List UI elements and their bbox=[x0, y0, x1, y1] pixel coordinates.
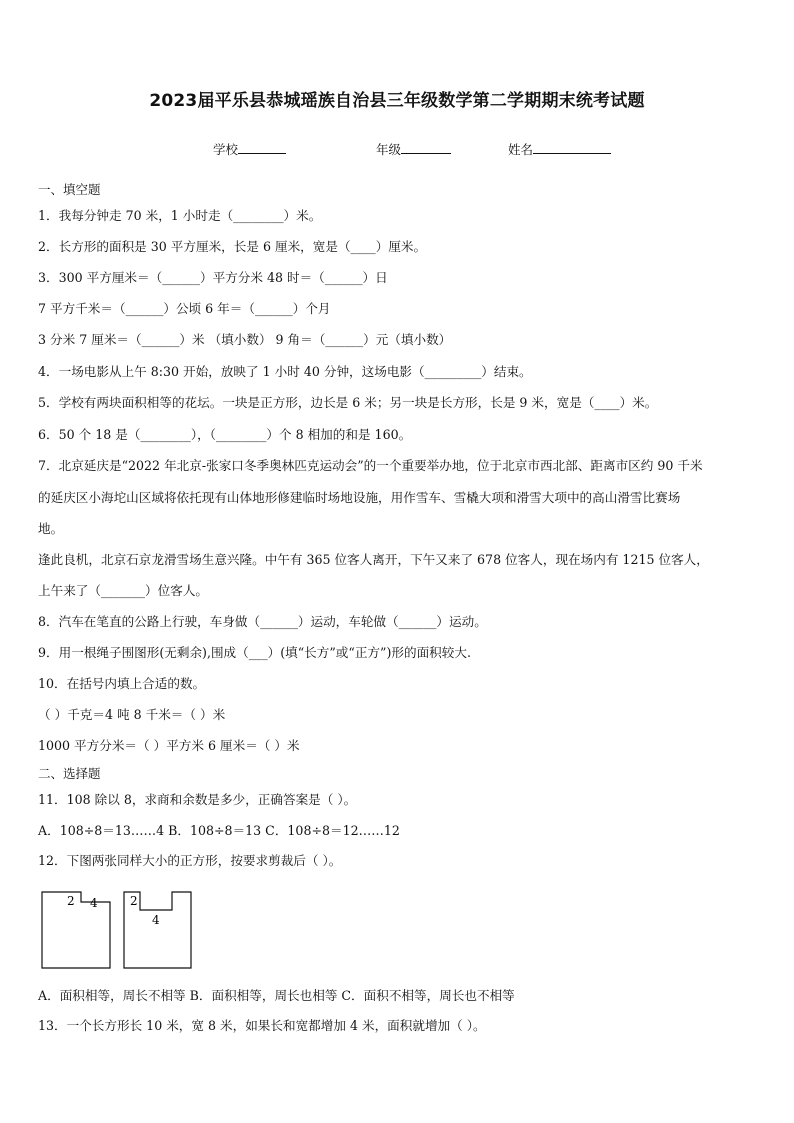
question-7-line1: 7．北京延庆是“2022 年北京-张家口冬季奥林匹克运动会”的一个重要举办地，位于北京市西北部、距离市区约 90 千米 bbox=[38, 458, 703, 473]
question-7-line5: 上午来了（_______）位客人。 bbox=[38, 583, 209, 598]
question-11: 11．108 除以 8，求商和余数是多少，正确答案是（ ）。 bbox=[38, 792, 357, 807]
section-fill-blank: 一、填空题 bbox=[38, 182, 101, 197]
left-label-a: 2 bbox=[67, 894, 75, 908]
question-3a: 3．300 平方厘米＝（______）平方分米 48 时＝（______）日 bbox=[38, 270, 388, 285]
question-2: 2．长方形的面积是 30 平方厘米，长是 6 厘米，宽是（____）厘米。 bbox=[38, 239, 427, 254]
question-11-options: A．108÷8＝13……4 B．108÷8＝13 C．108÷8＝12……12 bbox=[38, 823, 400, 838]
question-7-line3: 地。 bbox=[38, 521, 64, 536]
grade-blank bbox=[401, 141, 451, 154]
question-10b: 1000 平方分米＝（ ）平方米 6 厘米＝（ ）米 bbox=[38, 738, 300, 753]
page-title: 2023届平乐县恭城瑶族自治县三年级数学第二学期期末统考试题 bbox=[149, 91, 645, 111]
name-label: 姓名 bbox=[508, 142, 534, 157]
question-6: 6．50 个 18 是（________），（________）个 8 相加的和是 160。 bbox=[38, 427, 412, 442]
question-3b: 7 平方千米＝（______）公顷 6 年＝（______）个月 bbox=[38, 301, 331, 316]
name-blank bbox=[533, 141, 611, 154]
question-1: 1．我每分钟走 70 米，1 小时走（________）米。 bbox=[38, 208, 322, 223]
left-square-shape bbox=[42, 892, 110, 968]
question-8: 8．汽车在笔直的公路上行驶，车身做（______）运动，车轮做（______）运动。 bbox=[38, 614, 487, 629]
grade-field bbox=[376, 140, 451, 158]
question-13: 13．一个长方形长 10 米，宽 8 米，如果长和宽都增加 4 米，面积就增加（ ）。 bbox=[38, 1018, 486, 1033]
question-10: 10．在括号内填上合适的数。 bbox=[38, 676, 206, 691]
question-4: 4．一场电影从上午 8:30 开始，放映了 1 小时 40 分钟，这场电影（_________）结束。 bbox=[38, 364, 532, 379]
question-5: 5．学校有两块面积相等的花坛。一块是正方形，边长是 6 米；另一块是长方形，长是 9 米，宽是（____）米。 bbox=[38, 395, 658, 410]
school-field bbox=[213, 140, 286, 158]
name-field bbox=[508, 140, 611, 158]
left-label-b: 4 bbox=[90, 896, 98, 910]
question-7-line2: 的延庆区小海坨山区域将依托现有山体地形修建临时场地设施，用作雪车、雪橇大项和滑雪大项中的高山滑雪比赛场 bbox=[38, 490, 681, 505]
question-7-line4: 逢此良机，北京石京龙滑雪场生意兴隆。中午有 365 位客人离开，下午又来了 678 位客人，现在场内有 1215 位客人， bbox=[38, 552, 709, 567]
cut-squares-figure bbox=[36, 888, 196, 972]
question-9: 9．用一根绳子围图形(无剩余),围成（___）(填“长方”或“正方”)形的面积较大. bbox=[38, 645, 471, 660]
school-blank bbox=[238, 141, 286, 154]
grade-label: 年级 bbox=[376, 142, 402, 157]
right-label-a: 2 bbox=[130, 894, 138, 908]
question-12-options: A．面积相等，周长不相等 B．面积相等，周长也相等 C．面积不相等，周长也不相等 bbox=[38, 988, 515, 1003]
section-choice: 二、选择题 bbox=[38, 766, 101, 781]
question-12: 12．下图两张同样大小的正方形，按要求剪裁后（ ）。 bbox=[38, 853, 342, 868]
right-label-b: 4 bbox=[152, 913, 160, 927]
question-3c: 3 分米 7 厘米＝（______）米 （填小数） 9 角＝（______）元（填小数） bbox=[38, 332, 452, 347]
school-label: 学校 bbox=[213, 142, 239, 157]
question-10a: （ ）千克＝4 吨 8 千米＝（ ）米 bbox=[38, 707, 226, 722]
